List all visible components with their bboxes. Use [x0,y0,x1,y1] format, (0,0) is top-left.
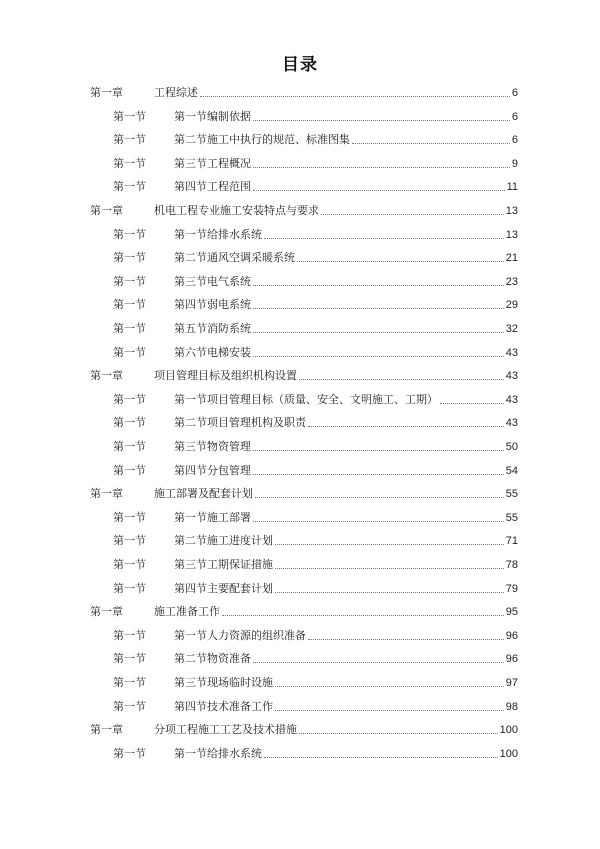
toc-section-entry[interactable] [113,458,518,478]
toc-chapter-entry[interactable] [90,363,518,383]
toc-entry-label: 第一节 [113,676,146,689]
toc-entry-page-number: 6 [511,87,518,99]
toc-chapter-entry[interactable] [90,481,518,501]
toc-entry-page-number: 6 [511,134,518,147]
dot-leader [253,662,504,663]
toc-entry-label: 第一节 [113,274,146,288]
dot-leader [264,757,498,758]
dot-leader [253,356,504,357]
toc-entry-title: 第四节工程范围 [174,180,251,194]
toc-entry-title: 第三节物资管理 [174,440,251,453]
toc-section-entry[interactable] [113,387,518,407]
toc-entry-title: 第四节弱电系统 [174,298,251,312]
dot-leader [264,238,504,239]
toc-entry-title: 工程综述 [154,86,198,99]
dot-leader [275,686,504,687]
toc-entry-label: 第一节 [113,109,146,123]
dot-leader [275,568,504,569]
dot-leader [321,214,504,215]
toc-entry-page-number: 50 [505,441,518,453]
toc-entry-label: 第一节 [113,156,146,170]
dot-leader [253,190,505,191]
toc-entry-label: 第一节 [113,251,146,265]
toc-entry-label: 第一章 [90,369,123,383]
toc-entry-title: 施工部署及配套计划 [154,487,253,501]
toc-section-entry[interactable] [113,528,518,548]
toc-entry-label: 第一节 [113,463,146,477]
toc-section-entry[interactable] [113,552,518,572]
toc-entry-page-number: 55 [505,511,518,524]
toc-section-entry[interactable] [113,623,518,643]
dot-leader [253,332,504,333]
toc-entry-title: 第三节工程概况 [174,156,251,170]
toc-entry-title: 第二节物资准备 [174,652,251,666]
toc-section-entry[interactable] [113,316,518,336]
dot-leader [299,379,504,380]
toc-entry-title: 第三节电气系统 [174,274,251,288]
toc-entry-page-number: 79 [505,582,518,595]
toc-entry-page-number: 95 [505,606,518,619]
toc-section-entry[interactable] [113,269,518,289]
toc-entry-label: 第一节 [113,510,146,524]
toc-entry-page-number: 55 [505,488,518,501]
toc-entry-page-number: 100 [499,724,518,737]
toc-entry-title: 第一节施工部署 [174,510,251,524]
toc-entry-page-number: 32 [505,323,518,335]
toc-entry-label: 第一节 [113,558,146,571]
dot-leader [255,497,504,498]
dot-leader [275,544,504,545]
dot-leader [275,592,504,593]
dot-leader [253,474,504,475]
toc-section-entry[interactable] [113,670,518,690]
toc-entry-page-number: 6 [511,110,518,123]
toc-entry-page-number: 43 [505,370,518,383]
toc-entry-page-number: 54 [505,464,518,477]
toc-section-entry[interactable] [113,127,518,147]
dot-leader [253,450,504,451]
toc-entry-label: 第一节 [113,298,146,312]
toc-entry-title: 第一节编制依据 [174,109,251,123]
dot-leader [308,426,504,427]
toc-entry-label: 第一节 [113,392,146,406]
toc-entry-page-number: 98 [505,700,518,713]
dot-leader [253,521,504,522]
toc-section-entry[interactable] [113,104,518,124]
toc-chapter-entry[interactable] [90,599,518,619]
toc-entry-label: 第一章 [90,723,123,737]
dot-leader [352,143,510,144]
dot-leader [222,615,504,616]
toc-entry-title: 第三节工期保证措施 [174,558,273,571]
toc-entry-page-number: 71 [505,535,518,548]
toc-entry-label: 第一章 [90,204,123,217]
toc-entry-page-number: 23 [505,275,518,288]
dot-leader [308,639,504,640]
toc-chapter-entry[interactable] [90,717,518,737]
toc-entry-page-number: 43 [505,417,518,430]
toc-section-entry[interactable] [113,741,518,761]
toc-entry-page-number: 13 [505,205,518,217]
toc-section-entry[interactable] [113,340,518,360]
toc-entry-page-number: 96 [505,653,518,666]
dot-leader [299,733,498,734]
toc-section-entry[interactable] [113,434,518,454]
toc-entry-page-number: 11 [506,181,518,194]
toc-section-entry[interactable] [113,410,518,430]
toc-entry-title: 第一节给排水系统 [174,227,262,241]
toc-section-entry[interactable] [113,646,518,666]
dot-leader [297,261,504,262]
toc-entry-page-number: 43 [505,393,518,406]
toc-entry-page-number: 21 [505,252,518,265]
toc-section-entry[interactable] [113,222,518,242]
toc-entry-page-number: 97 [505,677,518,689]
toc-entry-label: 第一节 [113,440,146,453]
toc-entry-label: 第一节 [113,652,146,666]
toc-entry-title: 机电工程专业施工安装特点与要求 [154,204,319,217]
toc-entry-label: 第一节 [113,534,146,548]
toc-entry-page-number: 43 [505,346,518,359]
toc-entry-label: 第一节 [113,628,146,642]
toc-entry-title: 第四节主要配套计划 [174,581,273,595]
toc-entry-title: 第二节通风空调采暖系统 [174,251,295,265]
toc-section-entry[interactable] [113,245,518,265]
toc-entry-title: 分项工程施工工艺及技术措施 [154,723,297,737]
toc-section-entry[interactable] [113,576,518,596]
toc-entry-title: 第四节分包管理 [174,463,251,477]
dot-leader [253,120,510,121]
toc-entry-page-number: 78 [505,559,518,571]
toc-section-entry[interactable] [113,292,518,312]
toc-entry-label: 第一节 [113,746,146,760]
toc-entry-label: 第一节 [113,227,146,241]
toc-entry-title: 项目管理目标及组织机构设置 [154,369,297,383]
dot-leader [200,96,510,97]
toc-entry-page-number: 100 [499,747,518,760]
toc-section-entry[interactable] [113,174,518,194]
toc-entry-page-number: 9 [511,157,518,170]
dot-leader [253,285,504,286]
toc-entry-label: 第一章 [90,86,123,99]
toc-section-entry[interactable] [113,505,518,525]
toc-entry-page-number: 13 [505,228,518,241]
dot-leader [440,403,504,404]
toc-entry-label: 第一章 [90,487,123,501]
toc-entry-title: 第一节项目管理目标（质量、安全、文明施工、工期） [174,392,438,406]
toc-entry-title: 第三节现场临时设施 [174,676,273,689]
toc-entry-label: 第一章 [90,605,123,619]
toc-entry-title: 第一节人力资源的组织准备 [174,628,306,642]
toc-entry-label: 第一节 [113,699,146,713]
dot-leader [275,710,504,711]
toc-entry-page-number: 29 [505,299,518,312]
toc-section-entry[interactable] [113,151,518,171]
toc-entry-title: 第一节给排水系统 [174,746,262,760]
toc-chapter-entry[interactable] [90,198,518,218]
toc-entry-title: 第四节技术准备工作 [174,699,273,713]
toc-entry-label: 第一节 [113,180,146,194]
toc-entry-title: 施工准备工作 [154,605,220,619]
toc-entry-title: 第二节施工中执行的规范、标准图集 [174,133,350,147]
toc-chapter-entry[interactable] [90,80,518,100]
toc-entry-title: 第六节电梯安装 [174,345,251,359]
toc-entry-label: 第一节 [113,581,146,595]
toc-entry-label: 第一节 [113,416,146,430]
toc-entry-label: 第一节 [113,345,146,359]
toc-entry-title: 第二节项目管理机构及职责 [174,416,306,430]
toc-section-entry[interactable] [113,694,518,714]
toc-entry-title: 第五节消防系统 [174,322,251,335]
dot-leader [253,167,510,168]
toc-entry-label: 第一节 [113,133,146,147]
toc-entry-title: 第二节施工进度计划 [174,534,273,548]
toc-title: 目录 [282,55,318,75]
dot-leader [253,308,504,309]
toc-entry-page-number: 96 [505,629,518,642]
toc-entry-label: 第一节 [113,322,146,335]
